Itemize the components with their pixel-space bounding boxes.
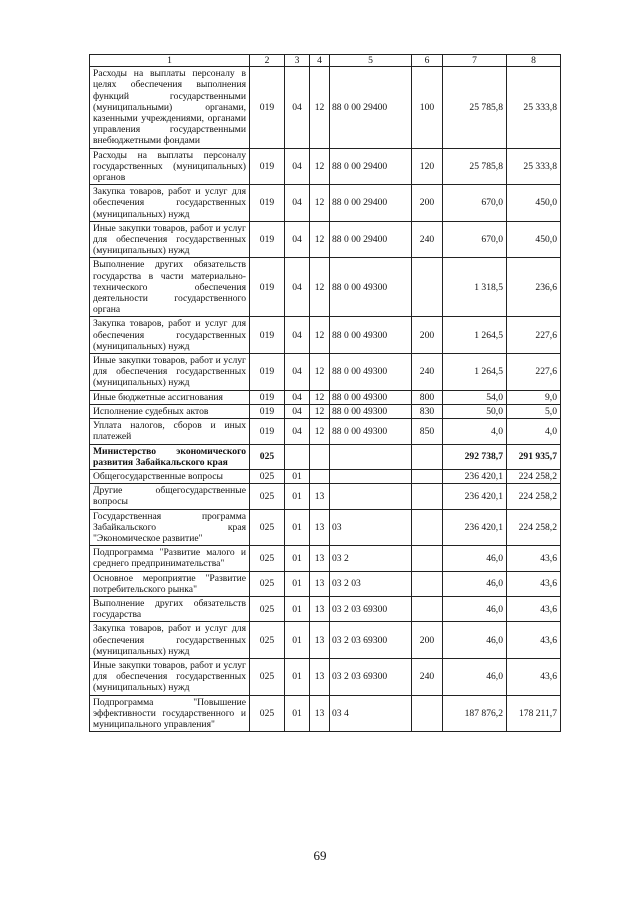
table-row — [90, 469, 561, 483]
row-description: Иные закупки товаров, работ и услуг для обеспечения государственных (муниципальных) нужд — [90, 658, 250, 695]
cell-amount-year-1: 236 420,1 — [443, 484, 507, 509]
cell-amount-year-1: 670,0 — [443, 185, 507, 222]
row-description: Государственная программа Забайкальского края "Экономическое развитие" — [90, 509, 250, 546]
row-description: Другие общегосударственные вопросы — [90, 484, 250, 509]
cell-target-article: 88 0 00 29400 — [330, 67, 412, 148]
table-row — [90, 354, 561, 391]
cell-amount-year-2: 43,6 — [507, 596, 561, 621]
cell-amount-year-1: 1 318,5 — [443, 258, 507, 317]
row-description: Уплата налогов, сборов и иных платежей — [90, 419, 250, 444]
table-row — [90, 221, 561, 258]
column-header: 3 — [285, 55, 310, 67]
row-description: Иные бюджетные ассигнования — [90, 390, 250, 404]
cell-target-article: 88 0 00 29400 — [330, 185, 412, 222]
cell-amount-year-2: 9,0 — [507, 390, 561, 404]
cell-ministry-code: 025 — [250, 484, 285, 509]
cell-expense-type: 240 — [412, 658, 443, 695]
table-row — [90, 546, 561, 571]
cell-amount-year-1: 187 876,2 — [443, 695, 507, 732]
cell-expense-type: 240 — [412, 354, 443, 391]
cell-amount-year-1: 46,0 — [443, 622, 507, 659]
cell-subsection: 12 — [310, 404, 330, 418]
cell-target-article: 88 0 00 29400 — [330, 221, 412, 258]
cell-expense-type: 120 — [412, 148, 443, 185]
row-description: Исполнение судебных актов — [90, 404, 250, 418]
table-row — [90, 390, 561, 404]
row-description: Закупка товаров, работ и услуг для обеспечения государственных (муниципальных) нужд — [90, 317, 250, 354]
cell-ministry-code: 025 — [250, 469, 285, 483]
row-description: Закупка товаров, работ и услуг для обеспечения государственных (муниципальных) нужд — [90, 622, 250, 659]
cell-section — [285, 444, 310, 469]
cell-section: 04 — [285, 317, 310, 354]
cell-amount-year-2: 43,6 — [507, 658, 561, 695]
cell-target-article: 03 2 03 69300 — [330, 596, 412, 621]
cell-section: 04 — [285, 67, 310, 148]
cell-amount-year-2: 227,6 — [507, 354, 561, 391]
cell-subsection: 13 — [310, 622, 330, 659]
cell-ministry-code: 019 — [250, 221, 285, 258]
cell-amount-year-1: 236 420,1 — [443, 509, 507, 546]
cell-target-article: 88 0 00 29400 — [330, 148, 412, 185]
cell-section: 01 — [285, 622, 310, 659]
cell-expense-type: 240 — [412, 221, 443, 258]
cell-section: 01 — [285, 484, 310, 509]
cell-ministry-code: 025 — [250, 444, 285, 469]
cell-ministry-code: 025 — [250, 622, 285, 659]
cell-ministry-code: 025 — [250, 695, 285, 732]
cell-ministry-code: 019 — [250, 404, 285, 418]
cell-amount-year-1: 1 264,5 — [443, 317, 507, 354]
table-row — [90, 404, 561, 418]
cell-expense-type: 100 — [412, 67, 443, 148]
cell-amount-year-1: 50,0 — [443, 404, 507, 418]
cell-ministry-code: 019 — [250, 390, 285, 404]
cell-target-article: 88 0 00 49300 — [330, 390, 412, 404]
table-row — [90, 185, 561, 222]
cell-target-article: 03 2 03 69300 — [330, 622, 412, 659]
cell-section: 04 — [285, 390, 310, 404]
table-header-row — [90, 55, 561, 67]
cell-amount-year-2: 43,6 — [507, 571, 561, 596]
column-header: 7 — [443, 55, 507, 67]
cell-section: 01 — [285, 509, 310, 546]
column-header: 4 — [310, 55, 330, 67]
cell-ministry-code: 025 — [250, 509, 285, 546]
row-description: Расходы на выплаты персоналу государственных (муниципальных) органов — [90, 148, 250, 185]
cell-section: 01 — [285, 596, 310, 621]
cell-subsection: 13 — [310, 484, 330, 509]
cell-section: 04 — [285, 419, 310, 444]
cell-amount-year-1: 54,0 — [443, 390, 507, 404]
cell-subsection: 13 — [310, 658, 330, 695]
cell-target-article: 88 0 00 49300 — [330, 258, 412, 317]
cell-amount-year-1: 292 738,7 — [443, 444, 507, 469]
cell-target-article: 88 0 00 49300 — [330, 354, 412, 391]
cell-subsection: 12 — [310, 221, 330, 258]
cell-expense-type: 200 — [412, 185, 443, 222]
cell-target-article: 03 — [330, 509, 412, 546]
cell-subsection: 12 — [310, 148, 330, 185]
table-row — [90, 596, 561, 621]
cell-amount-year-1: 46,0 — [443, 658, 507, 695]
cell-section: 04 — [285, 221, 310, 258]
cell-expense-type — [412, 695, 443, 732]
row-description: Общегосударственные вопросы — [90, 469, 250, 483]
cell-target-article: 88 0 00 49300 — [330, 419, 412, 444]
table-row — [90, 622, 561, 659]
cell-amount-year-1: 670,0 — [443, 221, 507, 258]
cell-amount-year-2: 25 333,8 — [507, 67, 561, 148]
cell-ministry-code: 019 — [250, 419, 285, 444]
cell-subsection — [310, 469, 330, 483]
cell-amount-year-1: 1 264,5 — [443, 354, 507, 391]
column-header: 8 — [507, 55, 561, 67]
cell-target-article: 03 2 03 69300 — [330, 658, 412, 695]
cell-amount-year-1: 46,0 — [443, 546, 507, 571]
row-description: Подпрограмма "Развитие малого и среднего предпринимательства" — [90, 546, 250, 571]
cell-amount-year-2: 450,0 — [507, 185, 561, 222]
cell-target-article: 88 0 00 49300 — [330, 404, 412, 418]
row-description: Министерство экономического развития Забайкальского края — [90, 444, 250, 469]
cell-subsection: 12 — [310, 419, 330, 444]
cell-amount-year-2: 291 935,7 — [507, 444, 561, 469]
cell-expense-type — [412, 444, 443, 469]
table-row — [90, 509, 561, 546]
table-row — [90, 317, 561, 354]
row-description: Закупка товаров, работ и услуг для обеспечения государственных (муниципальных) нужд — [90, 185, 250, 222]
cell-ministry-code: 019 — [250, 317, 285, 354]
cell-expense-type — [412, 258, 443, 317]
cell-amount-year-2: 450,0 — [507, 221, 561, 258]
table-row — [90, 484, 561, 509]
table-body — [90, 67, 561, 732]
cell-ministry-code: 025 — [250, 571, 285, 596]
row-description: Выполнение других обязательств государства в части материально-технического обеспечения деятельности государственного органа — [90, 258, 250, 317]
cell-ministry-code: 025 — [250, 546, 285, 571]
column-header: 1 — [90, 55, 250, 67]
cell-subsection: 13 — [310, 695, 330, 732]
cell-target-article: 03 2 03 — [330, 571, 412, 596]
cell-expense-type: 850 — [412, 419, 443, 444]
cell-subsection: 13 — [310, 509, 330, 546]
cell-subsection: 12 — [310, 67, 330, 148]
column-header: 5 — [330, 55, 412, 67]
cell-expense-type: 200 — [412, 622, 443, 659]
cell-subsection: 12 — [310, 354, 330, 391]
cell-ministry-code: 025 — [250, 658, 285, 695]
cell-ministry-code: 019 — [250, 354, 285, 391]
row-description: Иные закупки товаров, работ и услуг для обеспечения государственных (муниципальных) нужд — [90, 221, 250, 258]
cell-section: 04 — [285, 148, 310, 185]
cell-amount-year-1: 46,0 — [443, 571, 507, 596]
cell-ministry-code: 019 — [250, 185, 285, 222]
row-description: Выполнение других обязательств государства — [90, 596, 250, 621]
cell-subsection: 12 — [310, 390, 330, 404]
cell-expense-type: 830 — [412, 404, 443, 418]
cell-subsection: 12 — [310, 185, 330, 222]
cell-expense-type — [412, 469, 443, 483]
cell-amount-year-2: 4,0 — [507, 419, 561, 444]
cell-target-article — [330, 469, 412, 483]
row-description: Иные закупки товаров, работ и услуг для обеспечения государственных (муниципальных) нужд — [90, 354, 250, 391]
cell-expense-type — [412, 484, 443, 509]
cell-expense-type: 200 — [412, 317, 443, 354]
cell-section: 04 — [285, 404, 310, 418]
cell-amount-year-1: 25 785,8 — [443, 67, 507, 148]
cell-section: 04 — [285, 258, 310, 317]
table-row — [90, 571, 561, 596]
cell-subsection — [310, 444, 330, 469]
table-row — [90, 148, 561, 185]
cell-amount-year-2: 224 258,2 — [507, 484, 561, 509]
cell-amount-year-2: 5,0 — [507, 404, 561, 418]
cell-target-article — [330, 484, 412, 509]
cell-section: 01 — [285, 695, 310, 732]
cell-amount-year-2: 236,6 — [507, 258, 561, 317]
cell-section: 01 — [285, 571, 310, 596]
cell-ministry-code: 025 — [250, 596, 285, 621]
cell-amount-year-1: 4,0 — [443, 419, 507, 444]
cell-amount-year-2: 224 258,2 — [507, 469, 561, 483]
cell-ministry-code: 019 — [250, 148, 285, 185]
budget-table-sheet — [89, 54, 560, 732]
cell-subsection: 13 — [310, 596, 330, 621]
cell-amount-year-2: 178 211,7 — [507, 695, 561, 732]
cell-amount-year-1: 46,0 — [443, 596, 507, 621]
column-header: 6 — [412, 55, 443, 67]
table-row — [90, 258, 561, 317]
cell-expense-type — [412, 596, 443, 621]
cell-ministry-code: 019 — [250, 67, 285, 148]
cell-expense-type — [412, 571, 443, 596]
cell-target-article: 03 2 — [330, 546, 412, 571]
table-row — [90, 658, 561, 695]
cell-amount-year-1: 25 785,8 — [443, 148, 507, 185]
column-header: 2 — [250, 55, 285, 67]
table-row — [90, 695, 561, 732]
cell-subsection: 12 — [310, 258, 330, 317]
cell-target-article: 88 0 00 49300 — [330, 317, 412, 354]
cell-subsection: 13 — [310, 571, 330, 596]
cell-ministry-code: 019 — [250, 258, 285, 317]
table-row — [90, 419, 561, 444]
page-number: 69 — [313, 848, 327, 863]
cell-section: 01 — [285, 658, 310, 695]
cell-amount-year-2: 43,6 — [507, 546, 561, 571]
cell-section: 01 — [285, 469, 310, 483]
cell-expense-type: 800 — [412, 390, 443, 404]
cell-amount-year-2: 224 258,2 — [507, 509, 561, 546]
cell-expense-type — [412, 509, 443, 546]
cell-target-article: 03 4 — [330, 695, 412, 732]
cell-section: 04 — [285, 354, 310, 391]
cell-subsection: 13 — [310, 546, 330, 571]
cell-amount-year-2: 43,6 — [507, 622, 561, 659]
cell-section: 04 — [285, 185, 310, 222]
row-description: Подпрограмма "Повышение эффективности государственного и муниципального управления" — [90, 695, 250, 732]
cell-target-article — [330, 444, 412, 469]
row-description: Основное мероприятие "Развитие потребительского рынка" — [90, 571, 250, 596]
cell-amount-year-2: 25 333,8 — [507, 148, 561, 185]
cell-expense-type — [412, 546, 443, 571]
table-row — [90, 67, 561, 148]
row-description: Расходы на выплаты персоналу в целях обеспечения выполнения функций государственными (муниципальными) органами, казенными учреждениями, органами управления государственными внебюджетными фондами — [90, 67, 250, 148]
budget-table — [89, 54, 561, 732]
cell-amount-year-2: 227,6 — [507, 317, 561, 354]
cell-section: 01 — [285, 546, 310, 571]
table-row — [90, 444, 561, 469]
cell-subsection: 12 — [310, 317, 330, 354]
cell-amount-year-1: 236 420,1 — [443, 469, 507, 483]
